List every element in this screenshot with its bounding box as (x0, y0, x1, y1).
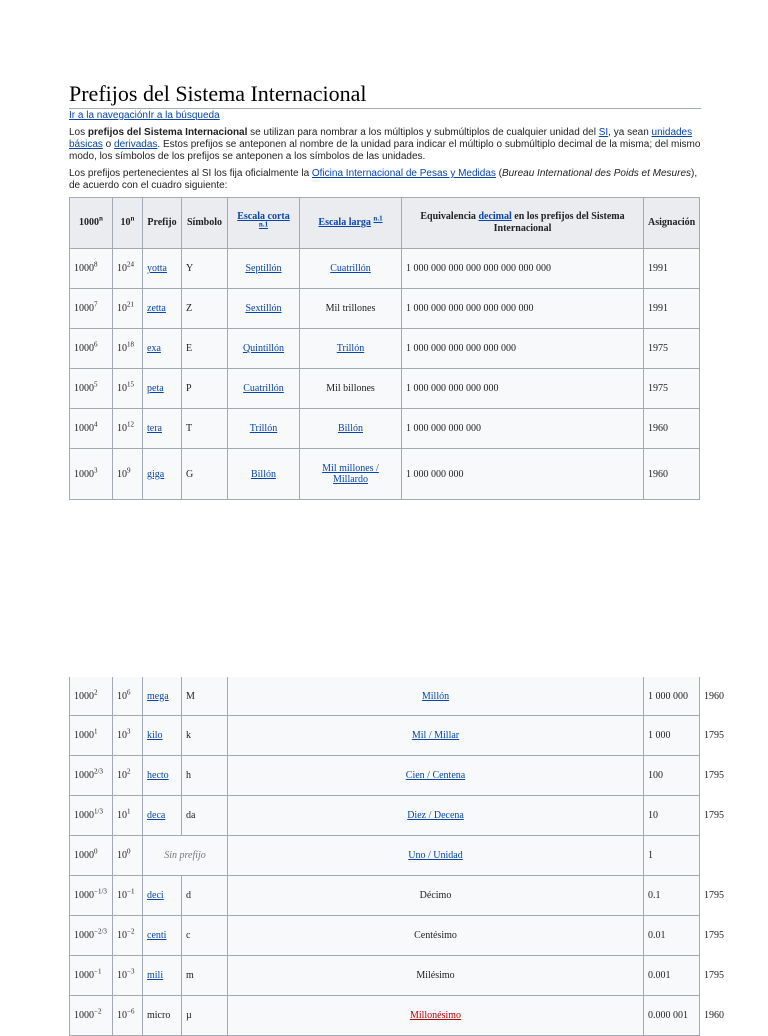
power-10-cell (113, 836, 143, 876)
prefix-link[interactable]: deca (147, 810, 166, 821)
power-1000-cell-exponent: 1/3 (94, 807, 103, 816)
long-scale-link[interactable]: Mil millones / Millardo (322, 463, 379, 485)
prefix-cell (143, 249, 182, 289)
symbol-cell: µ (182, 996, 228, 1036)
power-10-cell-base: 10 (117, 690, 127, 702)
prefix-link[interactable]: mega (147, 690, 169, 702)
page-title: Prefijos del Sistema Internacional (69, 80, 701, 109)
header-long-scale[interactable]: Escala larga $^{n.1}$ (300, 198, 402, 249)
short-scale-cell (228, 289, 300, 329)
power-1000-cell (70, 796, 113, 836)
intro-text: . Estos prefijos se anteponen al nombre de la unidad para indicar el múltiplo o submúltiplo decimal de la misma; del mismo modo, los símbolos de los prefijos se anteponen a los símbolos de las unidades. (69, 139, 701, 162)
power-1000-cell (70, 956, 113, 996)
skip-navigation-link[interactable]: Ir a la navegaciónIr a la búsqueda (69, 110, 220, 121)
table-header-row (70, 198, 700, 249)
prefix-cell (143, 996, 182, 1036)
equivalence-cell: 1 000 (644, 716, 700, 756)
header-prefix: Prefijo (143, 198, 182, 249)
header-short-scale[interactable]: Escala corta $^{n.1}$ (228, 198, 300, 249)
intro-text: o (102, 139, 115, 150)
power-1000-cell (70, 249, 113, 289)
bipm-text: Los prefijos pertenecientes al SI los fija oficialmente la (69, 168, 312, 179)
equivalence-cell: 1 (644, 836, 700, 876)
no-prefix-cell: Sin prefijo (143, 836, 228, 876)
power-1000-cell-base: 1000 (74, 930, 94, 941)
power-10-cell (113, 289, 143, 329)
power-10-cell-exponent: 18 (127, 340, 134, 349)
power-1000-cell-exponent: 4 (94, 420, 98, 429)
scale-cell (228, 756, 644, 796)
power-1000-cell-exponent: 6 (94, 340, 98, 349)
prefix-link[interactable]: zetta (147, 303, 166, 314)
long-scale-cell (300, 369, 402, 409)
power-10-cell-exponent: 1 (127, 807, 131, 816)
prefix-cell (143, 329, 182, 369)
scale-link[interactable]: Uno / Unidad (408, 850, 463, 861)
power-1000-cell-base: 1000 (74, 850, 94, 861)
prefix-link[interactable]: peta (147, 383, 164, 394)
prefix-text: micro (147, 1010, 171, 1021)
table-row (70, 836, 700, 876)
power-10-cell-base: 10 (117, 423, 127, 434)
power-10-cell (113, 329, 143, 369)
table-row: $1000^{2/3}$ $10^2$ hecto h Cien / Centena 100 1795 (70, 756, 700, 796)
short-scale-link[interactable]: Quintillón (242, 343, 285, 354)
table-row (70, 249, 700, 289)
power-10-cell-exponent: −1 (127, 887, 135, 896)
prefix-link[interactable]: kilo (147, 730, 163, 741)
power-1000-cell-exponent: 3 (94, 466, 98, 475)
power-10-cell-base: 10 (117, 770, 127, 781)
long-scale-cell (300, 249, 402, 289)
header-equivalence: Equivalencia decimal en los prefijos del Sistema Internacional (402, 198, 644, 249)
power-10-cell-exponent: 21 (127, 300, 134, 309)
short-scale-link[interactable]: Septillón (245, 263, 282, 274)
prefix-cell (143, 716, 182, 756)
power-10-cell-base: 10 (117, 850, 127, 861)
footnote-link[interactable]: n.1 (258, 220, 269, 229)
prefix-cell (143, 289, 182, 329)
power-10-cell-exponent: 9 (127, 466, 131, 475)
scale-cell (228, 796, 644, 836)
power-10-cell (113, 876, 143, 916)
symbol-cell: c (182, 916, 228, 956)
bipm-text: ), de acuerdo con el cuadro siguiente: (69, 168, 698, 191)
header-power-1000: 1000$^n$ (70, 198, 113, 249)
power-1000-cell-exponent: −1 (94, 967, 102, 976)
equivalence-cell: 0.01 (644, 916, 700, 956)
scale-link[interactable]: Millón (421, 690, 450, 702)
power-1000-cell (70, 876, 113, 916)
long-scale-cell (300, 289, 402, 329)
intro-bold: prefijos del Sistema Internacional (87, 127, 248, 138)
prefix-cell (143, 916, 182, 956)
table-row: $1000^{-2}$ $10^{-6}$ micro µ Millonésimo 0.000 001 1960 (70, 996, 700, 1036)
power-1000-cell-exponent: −2 (94, 1007, 102, 1016)
assignment-cell: 1975 (644, 329, 700, 369)
assignment-cell: 1991 (644, 249, 700, 289)
power-1000-cell-exponent: −1/3 (94, 887, 107, 896)
power-1000-cell (70, 716, 113, 756)
power-1000-cell (70, 289, 113, 329)
bipm-text: ( (495, 168, 503, 179)
power-10-cell (113, 796, 143, 836)
symbol-cell: T (182, 409, 228, 449)
power-10-cell-base: 10 (117, 970, 127, 981)
prefix-table (69, 197, 700, 500)
power-1000-cell (70, 329, 113, 369)
equivalence-cell: 1 000 000 000 000 000 000 (402, 329, 644, 369)
assignment-cell: 1960 (644, 449, 700, 500)
prefix-link[interactable]: exa (147, 343, 161, 354)
power-1000-cell (70, 369, 113, 409)
table-row (70, 369, 700, 409)
symbol-cell: k (182, 716, 228, 756)
table-row (70, 289, 700, 329)
power-10-cell-exponent: 0 (127, 847, 131, 856)
power-10-cell-exponent: −3 (127, 967, 135, 976)
short-scale-link[interactable]: Sextillón (245, 303, 282, 314)
power-1000-cell (70, 996, 113, 1036)
header-power-10: 10$^n$ (113, 198, 143, 249)
short-scale-cell (228, 329, 300, 369)
equivalence-cell: 1 000 000 000 000 (402, 409, 644, 449)
long-scale-cell (300, 449, 402, 500)
equivalence-cell: 1 000 000 000 000 000 (402, 369, 644, 409)
scale-cell (228, 677, 644, 716)
power-1000-cell-base: 1000 (74, 890, 94, 901)
table-row: $1000^{-1/3}$ $10^{-1}$ deci d Décimo 0.1 1795 (70, 876, 700, 916)
prefix-table-continued (69, 677, 725, 1036)
power-10-cell-exponent: −6 (127, 1007, 135, 1016)
power-10-cell-base: 10 (117, 810, 127, 821)
prefix-cell (143, 409, 182, 449)
short-scale-link[interactable]: Trillón (249, 423, 278, 434)
prefix-cell (143, 796, 182, 836)
intro-text: , ya sean (608, 127, 652, 138)
power-10-cell-exponent: 12 (127, 420, 134, 429)
prefix-cell (143, 449, 182, 500)
symbol-cell: M (182, 677, 228, 716)
symbol-cell: G (182, 449, 228, 500)
intro-text: Los (69, 127, 88, 138)
symbol-cell: da (182, 796, 228, 836)
power-10-cell (113, 756, 143, 796)
power-1000-cell (70, 916, 113, 956)
power-1000-cell-base: 1000 (74, 970, 94, 981)
intro-text: se utilizan para nombrar a los múltiplos y submúltiplos de cualquier unidad del (247, 127, 599, 138)
power-10-cell (113, 677, 143, 716)
power-10-cell (113, 956, 143, 996)
prefix-cell (143, 369, 182, 409)
power-1000-cell-base: 1000 (74, 383, 94, 394)
power-1000-cell-base: 1000 (74, 770, 94, 781)
power-1000-cell-base: 1000 (74, 263, 94, 274)
power-10-cell (113, 369, 143, 409)
table-row (70, 449, 700, 500)
symbol-cell: P (182, 369, 228, 409)
power-10-cell-base: 10 (117, 383, 127, 394)
scale-cell: Centésimo (228, 916, 644, 956)
prefix-link[interactable]: yotta (147, 263, 167, 274)
short-scale-cell (228, 409, 300, 449)
power-10-cell (113, 449, 143, 500)
power-1000-cell-exponent: 2/3 (94, 767, 103, 776)
scale-cell: Décimo (228, 876, 644, 916)
short-scale-link[interactable]: Billón (250, 468, 276, 480)
equivalence-cell: 0.1 (644, 876, 700, 916)
equivalence-cell: 1 000 000 (644, 677, 700, 716)
bipm-french-name: Bureau International des Poids et Mesures (502, 168, 692, 179)
assignment-cell: 1991 (644, 289, 700, 329)
equivalence-cell: 0.001 (644, 956, 700, 996)
prefix-cell (143, 677, 182, 716)
power-1000-cell-base: 1000 (74, 303, 94, 314)
power-10-cell-base: 10 (117, 890, 127, 901)
long-scale-text: Mil trillones (325, 303, 376, 314)
scale-cell (228, 996, 644, 1036)
long-scale-text: Mil billones (326, 383, 375, 394)
short-scale-cell (228, 369, 300, 409)
prefix-link[interactable]: giga (147, 468, 165, 480)
power-10-cell-base: 10 (117, 263, 127, 274)
power-10-cell-exponent: 2 (127, 767, 131, 776)
equivalence-cell: 0.000 001 (644, 996, 700, 1036)
power-10-cell (113, 916, 143, 956)
unidades-basicas-link[interactable]: unidades básicas (69, 127, 693, 150)
power-10-cell-base: 10 (117, 930, 127, 941)
scale-link[interactable]: Mil / Millar (411, 730, 460, 741)
equivalence-cell: 10 (644, 796, 700, 836)
scale-cell: Milésimo (228, 956, 644, 996)
table-row (70, 409, 700, 449)
power-10-cell-exponent: 6 (127, 688, 131, 697)
power-10-cell (113, 409, 143, 449)
power-10-cell-base: 10 (117, 343, 127, 354)
equivalence-cell: 100 (644, 756, 700, 796)
power-1000-cell-exponent: 0 (94, 847, 98, 856)
scale-cell (228, 716, 644, 756)
equivalence-cell: 1 000 000 000 000 000 000 000 000 (402, 249, 644, 289)
power-10-cell (113, 996, 143, 1036)
scale-red-link[interactable]: Millonésimo (409, 1010, 462, 1021)
bipm-link[interactable]: Oficina Internacional de Pesas y Medidas (311, 168, 496, 179)
power-10-cell-exponent: 24 (127, 260, 134, 269)
long-scale-cell (300, 329, 402, 369)
scale-link[interactable]: Cien / Centena (405, 770, 466, 781)
power-1000-cell-exponent: 5 (94, 380, 98, 389)
prefix-link[interactable]: centi (147, 930, 167, 941)
power-10-cell (113, 249, 143, 289)
long-scale-link[interactable]: Cuatrillón (330, 263, 371, 274)
power-1000-cell-exponent: 8 (94, 260, 98, 269)
equivalence-cell: 1 000 000 000 000 000 000 000 (402, 289, 644, 329)
header-assignment: Asignación (644, 198, 700, 249)
power-1000-cell (70, 409, 113, 449)
table-row (70, 329, 700, 369)
symbol-cell: m (182, 956, 228, 996)
table-row: $1000^{-2/3}$ $10^{-2}$ centi c Centésimo 0.01 1795 (70, 916, 700, 956)
power-10-cell-base: 10 (117, 303, 127, 314)
table-row: 1000$^1$ $10^3$ kilo k Mil / Millar 1 000 1795 (70, 716, 700, 756)
power-1000-cell-exponent: 2 (94, 688, 98, 697)
power-1000-cell-base: 1000 (74, 730, 94, 741)
power-1000-cell-base: 1000 (74, 423, 94, 434)
power-1000-cell (70, 836, 113, 876)
symbol-cell: h (182, 756, 228, 796)
symbol-cell: E (182, 329, 228, 369)
power-1000-cell-base: 1000 (74, 810, 94, 821)
power-10-cell-base: 10 (117, 1010, 127, 1021)
bipm-paragraph (69, 168, 701, 192)
power-1000-cell-exponent: 1 (94, 727, 98, 736)
prefix-link[interactable]: deci (147, 890, 164, 901)
prefix-link[interactable]: hecto (147, 770, 169, 781)
power-1000-cell-base: 1000 (74, 690, 94, 702)
power-10-cell (113, 716, 143, 756)
prefix-link[interactable]: tera (147, 423, 162, 434)
power-1000-cell-base: 1000 (74, 343, 94, 354)
power-1000-cell-base: 1000 (74, 468, 94, 480)
decimal-link[interactable]: decimal (478, 211, 512, 222)
power-10-cell-base: 10 (117, 468, 127, 480)
assignment-cell: 1960 (644, 409, 700, 449)
equivalence-cell: 1 000 000 000 (402, 449, 644, 500)
long-scale-link[interactable]: Trillón (336, 343, 365, 354)
prefix-link[interactable]: mili (147, 970, 164, 981)
symbol-cell: Y (182, 249, 228, 289)
prefix-cell (143, 956, 182, 996)
table-row: $1000^{-1}$ $10^{-3}$ mili m Milésimo 0.001 1795 (70, 956, 700, 996)
symbol-cell: d (182, 876, 228, 916)
power-1000-cell (70, 756, 113, 796)
si-link[interactable]: SI (598, 127, 609, 138)
derivadas-link[interactable]: derivadas (114, 139, 158, 150)
assignment-cell: 1975 (644, 369, 700, 409)
short-scale-cell (228, 249, 300, 289)
intro-paragraph (69, 127, 701, 163)
short-scale-cell (228, 449, 300, 500)
power-10-cell-exponent: −2 (127, 927, 135, 936)
power-1000-cell-base: 1000 (74, 1010, 94, 1021)
short-scale-link[interactable]: Cuatrillón (243, 383, 284, 394)
symbol-cell: Z (182, 289, 228, 329)
scale-cell (228, 836, 644, 876)
power-10-cell-base: 10 (117, 730, 127, 741)
power-10-cell-exponent: 15 (127, 380, 134, 389)
long-scale-link[interactable]: Billón (337, 423, 363, 434)
long-scale-cell (300, 409, 402, 449)
power-1000-cell (70, 677, 113, 716)
power-1000-cell-exponent: 7 (94, 300, 98, 309)
power-1000-cell-exponent: −2/3 (94, 927, 107, 936)
table-row: $1000^{1/3}$ $10^1$ deca da Diez / Decena 10 1795 (70, 796, 700, 836)
prefix-cell (143, 876, 182, 916)
power-1000-cell (70, 449, 113, 500)
power-10-cell-exponent: 3 (127, 727, 131, 736)
header-symbol: Símbolo (182, 198, 228, 249)
footnote-link[interactable]: n.1 (373, 214, 383, 223)
prefix-cell (143, 756, 182, 796)
scale-link[interactable]: Diez / Decena (407, 810, 464, 821)
table-row: 1000$^2$ $10^6$ mega M Millón 1 000 000 1960 (70, 677, 700, 716)
